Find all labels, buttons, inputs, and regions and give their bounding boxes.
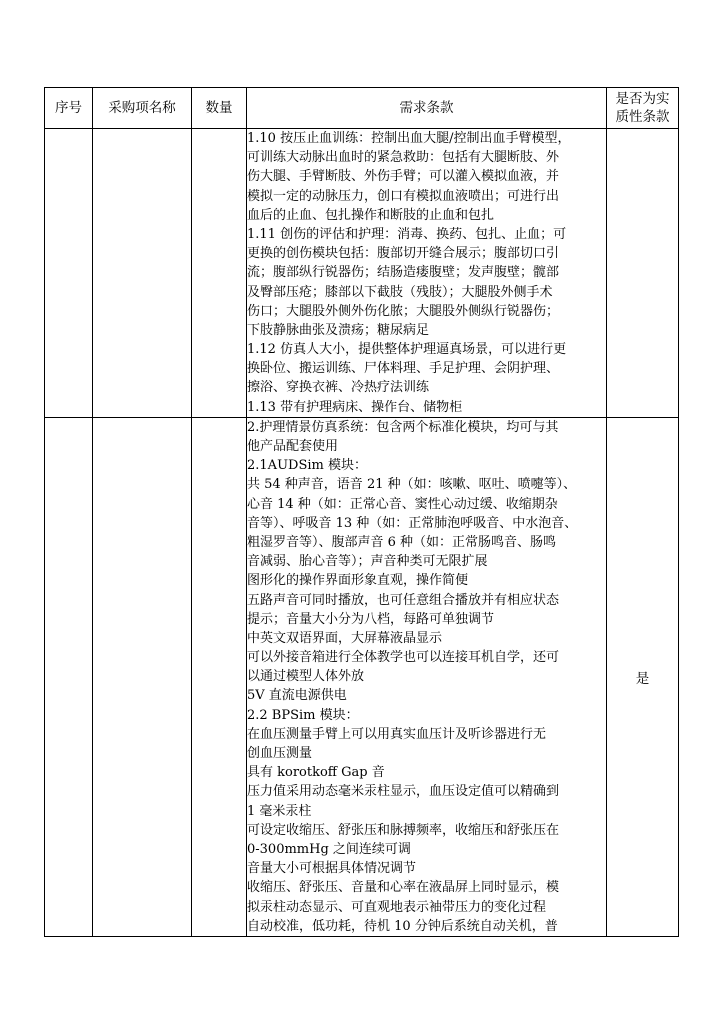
cell-essential xyxy=(607,129,679,418)
requirement-line: 更换的创伤模块包括：腹部切开缝合展示；腹部切口引 xyxy=(247,246,560,262)
requirement-line: 他产品配套使用 xyxy=(247,439,339,454)
requirement-line: 模拟一定的动脉压力，创口有模拟血液喷出；可进行出 xyxy=(247,188,560,204)
requirement-line: 压力值采用动态毫米汞柱显示，血压设定值可以精确到 xyxy=(247,784,560,800)
table-row xyxy=(45,417,679,936)
requirement-line: 在血压测量手臂上可以用真实血压计及听诊器进行无 xyxy=(247,726,547,742)
requirement-line: 5V 直流电源供电 xyxy=(247,688,347,704)
requirement-line: 血后的止血、包扎操作和断肢的止血和包扎 xyxy=(247,207,495,223)
requirement-line: 音等）、呼吸音 13 种（如：正常肺泡呼吸音、中水泡音、 xyxy=(247,515,578,531)
requirement-line: 擦浴、穿换衣裤、冷热疗法训练 xyxy=(247,380,430,396)
requirement-line: 以通过模型人体外放 xyxy=(247,669,365,685)
requirement-line: 提示；音量大小分为八档，每路可单独调节 xyxy=(247,611,495,627)
header-item-name: 采购项名称 xyxy=(93,88,192,129)
requirement-line: 0-300mmHg 之间连续可调 xyxy=(247,841,411,857)
requirement-line: 可设定收缩压、舒张压和脉搏频率，收缩压和舒张压在 xyxy=(247,822,560,838)
requirement-line: 心音 14 种（如：正常心音、窦性心动过缓、收缩期杂 xyxy=(247,496,558,512)
requirement-line: 拟汞柱动态显示、可直观地表示袖带压力的变化过程 xyxy=(247,899,547,915)
requirement-line: 粗湿罗音等）、腹部声音 6 种（如：正常肠鸣音、肠鸣 xyxy=(247,534,557,550)
requirement-line: 2.护理情景仿真系统：包含两个标准化模块，均可与其 xyxy=(247,419,559,435)
header-essential-line: 是否为实 xyxy=(615,91,670,107)
requirement-line: 自动校准，低功耗，待机 10 分钟后系统自动关机，普 xyxy=(247,918,558,934)
cell-requirements xyxy=(247,129,607,418)
requirement-line: 伤口；大腿股外侧外伤化脓；大腿股外侧纵行锐器伤； xyxy=(247,303,560,319)
cell-quantity xyxy=(192,417,247,936)
requirement-line: 可以外接音箱进行全体教学也可以连接耳机自学，还可 xyxy=(247,650,560,666)
header-essential xyxy=(607,88,679,129)
header-essential-line: 质性条款 xyxy=(615,109,670,125)
requirement-line: 中英文双语界面，大屏幕液晶显示 xyxy=(247,630,443,646)
requirement-line: 收缩压、舒张压、音量和心率在液晶屏上同时显示，模 xyxy=(247,880,560,896)
requirement-line: 1 毫米汞柱 xyxy=(247,803,312,819)
requirement-line: 图形化的操作界面形象直观，操作简便 xyxy=(247,573,469,589)
cell-requirements xyxy=(247,417,607,936)
requirement-line: 流；腹部纵行锐器伤；结肠造瘘腹壁；发声腹壁；髋部 xyxy=(247,265,560,281)
requirement-line: 音减弱、胎心音等）；声音种类可无限扩展 xyxy=(247,554,488,570)
requirement-line: 2.2 BPSim 模块： xyxy=(247,707,359,723)
requirement-line: 2.1AUDSim 模块： xyxy=(247,458,367,474)
requirement-line: 1.13 带有护理病床、操作台、储物柜 xyxy=(247,399,463,415)
cell-item-name xyxy=(93,417,192,936)
requirement-line: 1.11 创伤的评估和护理：消毒、换药、包扎、止血；可 xyxy=(247,226,567,242)
requirement-line: 伤大腿、手臂断肢、外伤手臂；可以灌入模拟血液，并 xyxy=(247,169,560,185)
requirement-line: 具有 korotkoff Gap 音 xyxy=(247,765,385,781)
table-header-row xyxy=(45,88,679,129)
cell-seq xyxy=(45,417,93,936)
cell-item-name xyxy=(93,129,192,418)
header-requirements: 需求条款 xyxy=(247,88,607,129)
header-seq: 序号 xyxy=(45,88,93,129)
requirements-table xyxy=(44,87,679,937)
requirement-line: 1.12 仿真人大小，提供整体护理逼真场景，可以进行更 xyxy=(247,342,567,358)
requirement-line: 可训练大动脉出血时的紧急救助：包括有大腿断肢、外 xyxy=(247,150,560,166)
cell-seq xyxy=(45,129,93,418)
header-quantity: 数量 xyxy=(192,88,247,129)
requirement-line: 下肢静脉曲张及溃疡；糖尿病足 xyxy=(247,322,430,338)
cell-essential: 是 xyxy=(607,417,679,936)
requirement-line: 1.10 按压止血训练：控制出血大腿/控制出血手臂模型， xyxy=(247,131,571,146)
table-row xyxy=(45,129,679,418)
requirement-line: 及臀部压疮；膝部以下截肢（残肢）；大腿股外侧手术 xyxy=(247,284,553,300)
requirement-line: 音量大小可根据具体情况调节 xyxy=(247,861,417,877)
requirement-line: 换卧位、搬运训练、尸体料理、手足护理、会阴护理、 xyxy=(247,361,560,377)
requirement-line: 共 54 种声音，语音 21 种（如：咳嗽、呕吐、喷嚏等）、 xyxy=(247,477,577,493)
requirement-line: 五路声音可同时播放，也可任意组合播放并有相应状态 xyxy=(247,592,560,608)
cell-quantity xyxy=(192,129,247,418)
requirement-line: 创血压测量 xyxy=(247,746,313,761)
